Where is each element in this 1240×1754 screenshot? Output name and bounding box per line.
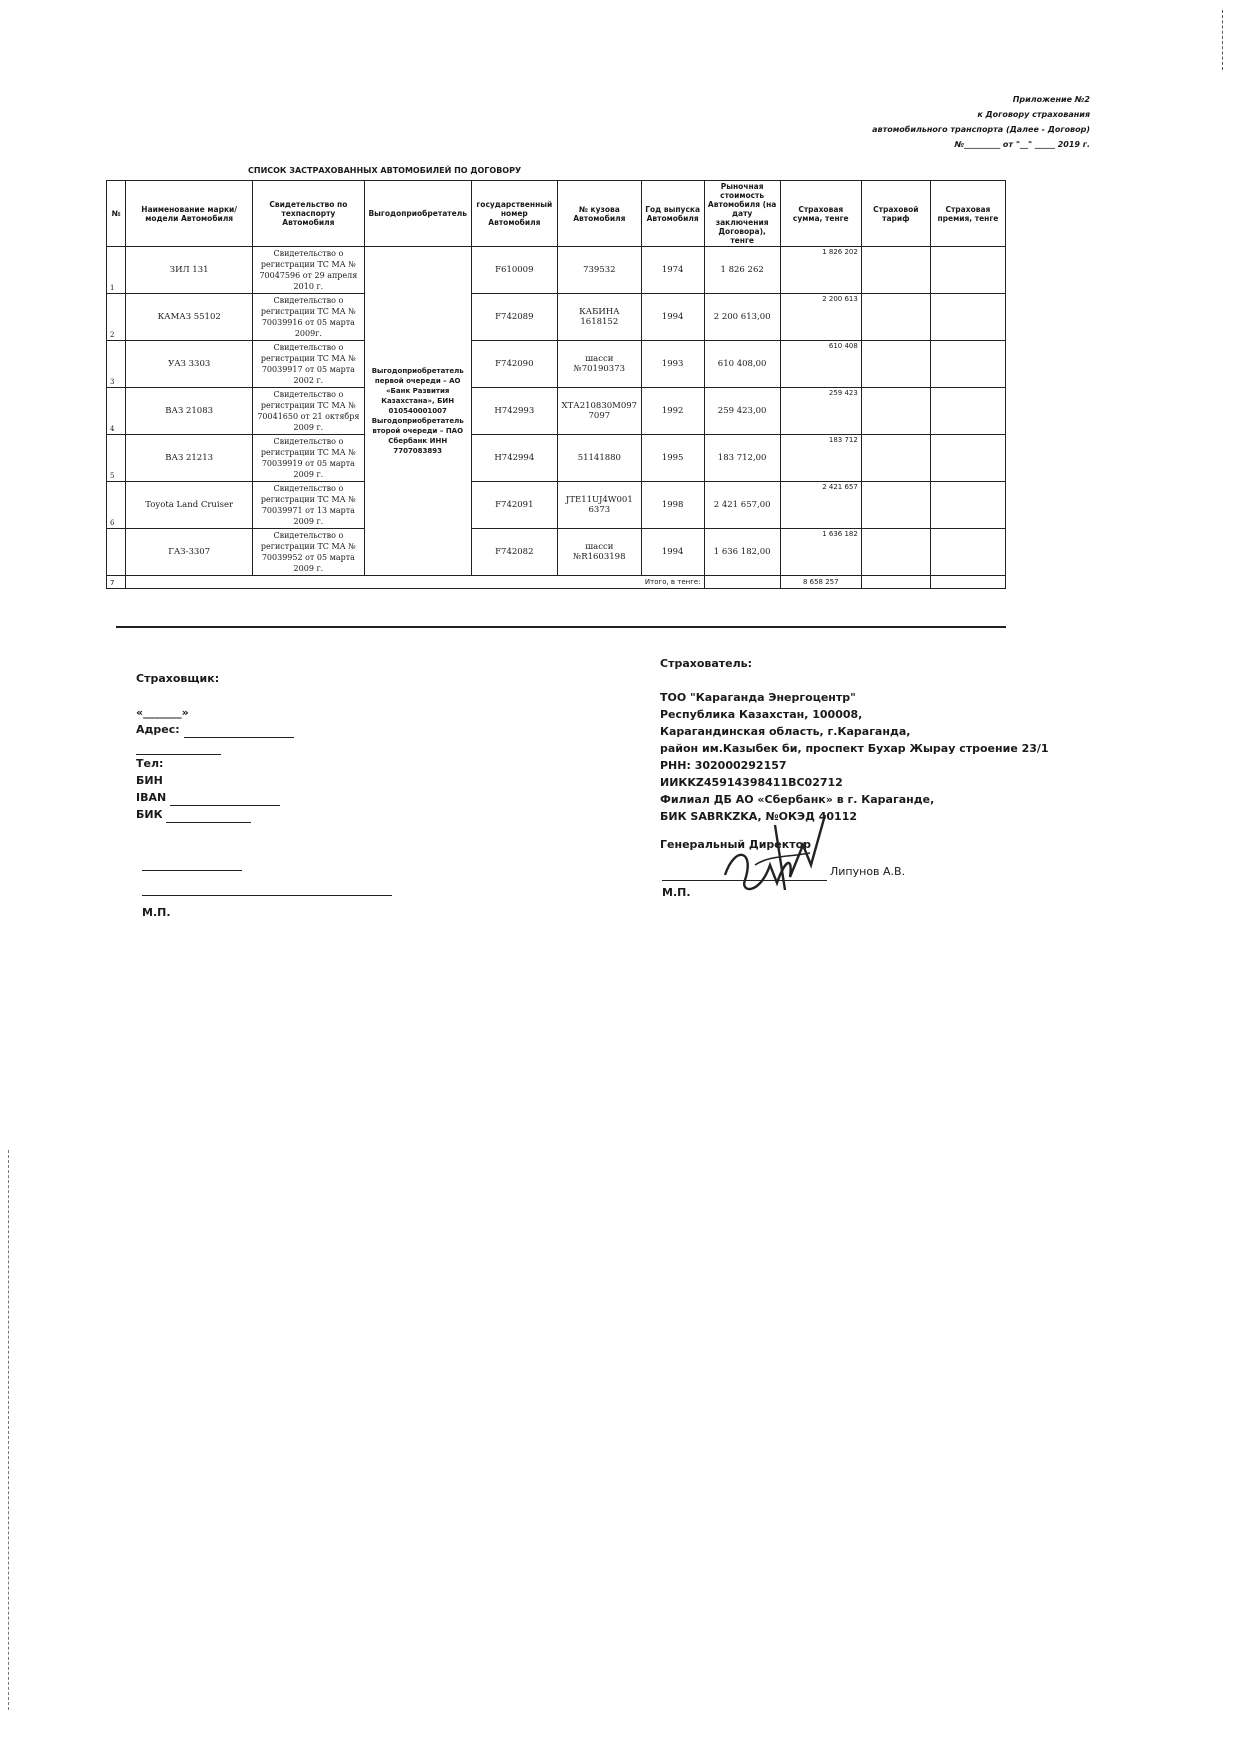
row-year: 1994 xyxy=(641,529,704,576)
table-row xyxy=(107,341,1006,388)
row-market: 259 423,00 xyxy=(704,388,780,435)
row-num: 4 xyxy=(107,388,126,435)
row-model: ВАЗ 21213 xyxy=(126,435,253,482)
row-body: шасси №R1603198 xyxy=(557,529,641,576)
insurer-signature-line xyxy=(142,870,242,871)
insured-line-8: БИК SABRKZKA, №ОКЭД 40112 xyxy=(660,810,857,823)
beneficiary-cell: Выгодоприобретатель первой очереди – АО «Банк Развития Казахстана», БИН 010540001007 Выгодоприобретатель второй очереди – ПАО Сбербанк ИНН 7707083893 xyxy=(364,247,471,576)
row-num: 6 xyxy=(107,482,126,529)
row-plate: F610009 xyxy=(471,247,557,294)
row-premium xyxy=(930,435,1005,482)
row-premium xyxy=(930,294,1005,341)
annex-line-3: автомобильного транспорта (Далее - Договор) xyxy=(872,125,1090,134)
row-sum: 2 200 613 xyxy=(780,294,861,341)
row-plate: H742993 xyxy=(471,388,557,435)
row-plate: F742089 xyxy=(471,294,557,341)
row-plate: F742091 xyxy=(471,482,557,529)
row-plate: H742994 xyxy=(471,435,557,482)
row-tariff xyxy=(861,529,930,576)
row-body: шасси №70190373 xyxy=(557,341,641,388)
row-model: ВАЗ 21083 xyxy=(126,388,253,435)
table-row xyxy=(107,435,1006,482)
table-row xyxy=(107,529,1006,576)
insurer-date-line: «_______» xyxy=(136,706,189,719)
row-body: JTE11UJ4W001 6373 xyxy=(557,482,641,529)
total-premium xyxy=(930,576,1005,589)
row-market: 183 712,00 xyxy=(704,435,780,482)
table-row xyxy=(107,482,1006,529)
header-year: Год выпуска Автомобиля xyxy=(641,181,704,247)
row-num: 2 xyxy=(107,294,126,341)
row-model: КАМАЗ 55102 xyxy=(126,294,253,341)
row-sum: 259 423 xyxy=(780,388,861,435)
row-premium xyxy=(930,529,1005,576)
row-model: Toyota Land Cruiser xyxy=(126,482,253,529)
row-model: ГАЗ-3307 xyxy=(126,529,253,576)
insurer-address-label: Адрес: xyxy=(136,723,180,736)
insured-signature-line xyxy=(662,880,827,881)
row-model: УАЗ 3303 xyxy=(126,341,253,388)
total-row xyxy=(107,576,1006,589)
header-body: № кузова Автомобиля xyxy=(557,181,641,247)
row-year: 1995 xyxy=(641,435,704,482)
table-row xyxy=(107,294,1006,341)
header-tariff: Страховой тариф xyxy=(861,181,930,247)
header-market-value: Рыночная стоимость Автомобиля (на дату заключения Договора), тенге xyxy=(704,181,780,247)
row-certificate: Свидетельство о регистрации ТС МА № 70039919 от 05 марта 2009 г. xyxy=(253,435,365,482)
row-year: 1993 xyxy=(641,341,704,388)
insured-line-4: район им.Казыбек би, проспект Бухар Жырау строение 23/1 xyxy=(660,742,1049,755)
annex-line-4: №_________ от "__" _____ 2019 г. xyxy=(954,140,1090,149)
table-row xyxy=(107,247,1006,294)
row-num: 1 xyxy=(107,247,126,294)
row-body: 51141880 xyxy=(557,435,641,482)
insured-line-3: Карагандинская область, г.Караганда, xyxy=(660,725,911,738)
row-certificate: Свидетельство о регистрации ТС МА № 70039916 от 05 марта 2009г. xyxy=(253,294,365,341)
row-sum: 2 421 657 xyxy=(780,482,861,529)
total-tariff xyxy=(861,576,930,589)
row-tariff xyxy=(861,294,930,341)
insurer-bik-label: БИК xyxy=(136,808,163,821)
row-num xyxy=(107,529,126,576)
row-body: КАБИНА 1618152 xyxy=(557,294,641,341)
row-sum: 1 826 202 xyxy=(780,247,861,294)
annex-line-1: Приложение №2 xyxy=(1012,95,1090,104)
row-tariff xyxy=(861,482,930,529)
total-market xyxy=(704,576,780,589)
row-year: 1998 xyxy=(641,482,704,529)
annex-line-2: к Договору страхования xyxy=(977,110,1090,119)
insurer-bik-field[interactable] xyxy=(166,822,251,823)
insured-line-2: Республика Казахстан, 100008, xyxy=(660,708,863,721)
table-header-row xyxy=(107,181,1006,247)
row-premium xyxy=(930,482,1005,529)
header-certificate: Свидетельство по техпаспорту Автомобиля xyxy=(253,181,365,247)
row-market: 1 826 262 xyxy=(704,247,780,294)
insurer-bin-label: БИН xyxy=(136,774,163,787)
total-num: 7 xyxy=(107,576,126,589)
row-market: 2 200 613,00 xyxy=(704,294,780,341)
insurer-tel-label: Тел: xyxy=(136,757,164,770)
row-certificate: Свидетельство о регистрации ТС МА № 70047596 от 29 апреля 2010 г. xyxy=(253,247,365,294)
insurer-stamp-label: М.П. xyxy=(142,906,171,919)
insured-director-name: Липунов А.В. xyxy=(830,865,906,878)
row-tariff xyxy=(861,247,930,294)
total-sum: 8 658 257 xyxy=(780,576,861,589)
row-year: 1974 xyxy=(641,247,704,294)
row-plate: F742082 xyxy=(471,529,557,576)
insurer-block xyxy=(136,670,294,823)
header-num: № xyxy=(107,181,126,247)
header-premium: Страховая премия, тенге xyxy=(930,181,1005,247)
row-sum: 1 636 182 xyxy=(780,529,861,576)
row-certificate: Свидетельство о регистрации ТС МА № 70039971 от 13 марта 2009 г. xyxy=(253,482,365,529)
insurer-name-line xyxy=(142,895,392,896)
row-tariff xyxy=(861,341,930,388)
row-certificate: Свидетельство о регистрации ТС МА № 70041650 от 21 октября 2009 г. xyxy=(253,388,365,435)
header-model: Наименование марки/модели Автомобиля xyxy=(126,181,253,247)
row-premium xyxy=(930,341,1005,388)
row-year: 1992 xyxy=(641,388,704,435)
row-body: ХТА210830М097 7097 xyxy=(557,388,641,435)
row-num: 5 xyxy=(107,435,126,482)
insured-heading: Страхователь: xyxy=(660,657,753,670)
table-bottom-rule xyxy=(116,626,1006,628)
row-market: 610 408,00 xyxy=(704,341,780,388)
insured-line-6: ИИКKZ45914398411BC02712 xyxy=(660,776,843,789)
row-market: 1 636 182,00 xyxy=(704,529,780,576)
document-title: СПИСОК ЗАСТРАХОВАННЫХ АВТОМОБИЛЕЙ ПО ДОГОВОРУ xyxy=(248,166,522,175)
scan-edge-mark-left xyxy=(8,1150,10,1710)
insured-stamp-label: М.П. xyxy=(662,886,691,899)
row-tariff xyxy=(861,435,930,482)
insured-block xyxy=(660,655,1049,825)
table-row xyxy=(107,388,1006,435)
row-certificate: Свидетельство о регистрации ТС МА № 70039917 от 05 марта 2002 г. xyxy=(253,341,365,388)
total-label: Итого, в тенге: xyxy=(126,576,704,589)
row-premium xyxy=(930,388,1005,435)
row-market: 2 421 657,00 xyxy=(704,482,780,529)
insured-vehicles-table xyxy=(106,180,1006,589)
row-tariff xyxy=(861,388,930,435)
header-beneficiary: Выгодоприобретатель xyxy=(364,181,471,247)
row-plate: F742090 xyxy=(471,341,557,388)
row-year: 1994 xyxy=(641,294,704,341)
director-signature xyxy=(715,805,835,900)
insured-line-7: Филиал ДБ АО «Сбербанк» в г. Караганде, xyxy=(660,793,935,806)
header-plate: государственный номер Автомобиля xyxy=(471,181,557,247)
header-insured-sum: Страховая сумма, тенге xyxy=(780,181,861,247)
row-model: ЗИЛ 131 xyxy=(126,247,253,294)
scan-edge-mark xyxy=(1222,10,1225,70)
insured-line-5: РНН: 302000292157 xyxy=(660,759,787,772)
insurer-iban-label: IBAN xyxy=(136,791,167,804)
insured-director-title: Генеральный Директор xyxy=(660,838,812,851)
row-sum: 183 712 xyxy=(780,435,861,482)
row-num: 3 xyxy=(107,341,126,388)
row-premium xyxy=(930,247,1005,294)
row-sum: 610 408 xyxy=(780,341,861,388)
insurer-heading: Страховщик: xyxy=(136,672,220,685)
row-certificate: Свидетельство о регистрации ТС МА № 70039952 от 05 марта 2009 г. xyxy=(253,529,365,576)
row-body: 739532 xyxy=(557,247,641,294)
insured-line-1: ТОО "Караганда Энергоцентр" xyxy=(660,691,856,704)
annex-header xyxy=(872,92,1090,152)
